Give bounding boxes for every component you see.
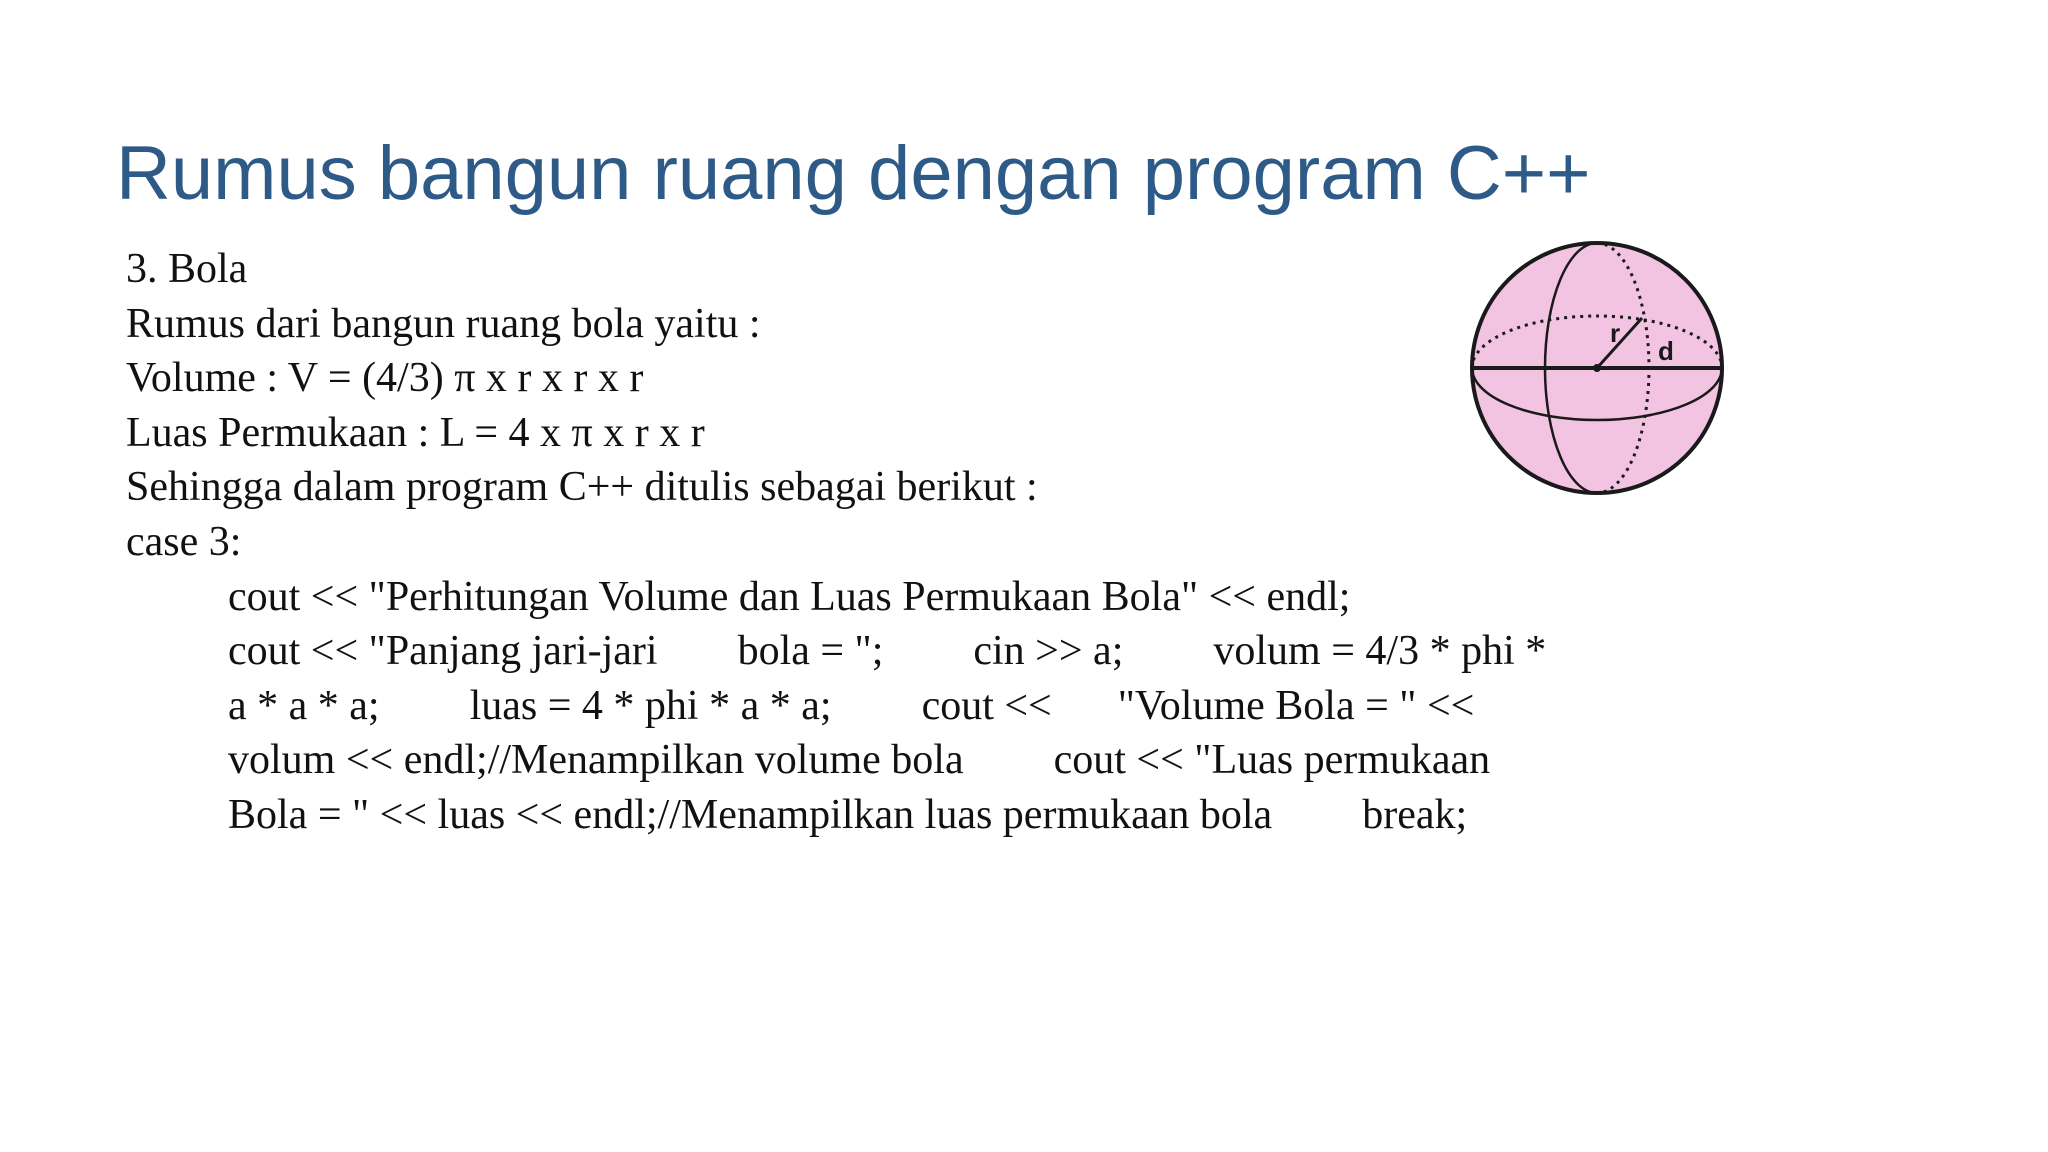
code-line-1 — [126, 570, 1626, 625]
code-text: Bola = " << luas << endl;//Menampilkan luas permukaan bola — [228, 791, 1273, 838]
slide-body — [126, 242, 1626, 843]
code-text: volum << endl;//Menampilkan volume bola — [228, 737, 964, 784]
code-text: volum = 4/3 * phi * — [1213, 628, 1547, 675]
code-line-3 — [126, 679, 1626, 734]
code-text: a * a * a; — [228, 682, 380, 729]
case-label: case 3: — [126, 518, 242, 565]
code-text: bola = "; — [737, 628, 884, 675]
formula-intro: Rumus dari bangun ruang bola yaitu : — [126, 300, 761, 347]
surface-area-formula: Luas Permukaan : L = 4 x π x r x r — [126, 409, 705, 456]
volume-formula: Volume : V = (4/3) π x r x r x r — [126, 355, 644, 402]
code-line-5 — [126, 788, 1626, 843]
program-intro: Sehingga dalam program C++ ditulis sebagai berikut : — [126, 464, 1038, 511]
code-text: cout << — [921, 682, 1052, 729]
code-line-4 — [126, 733, 1626, 788]
code-text: luas = 4 * phi * a * a; — [469, 682, 832, 729]
code-text: cout << "Luas permukaan — [1053, 737, 1491, 784]
section-heading: 3. Bola — [126, 246, 248, 292]
code-text: "Volume Bola = " << — [1117, 682, 1475, 729]
code-text: cout << "Perhitungan Volume dan Luas Permukaan Bola" << endl; — [228, 573, 1351, 620]
slide-title: Rumus bangun ruang dengan program C++ — [116, 131, 1591, 216]
diameter-label: d — [1658, 336, 1674, 366]
code-text: cin >> a; — [973, 628, 1124, 675]
sphere-diagram — [1465, 236, 1729, 500]
code-line-2 — [126, 624, 1626, 679]
code-text: break; — [1362, 791, 1468, 838]
radius-label: r — [1610, 318, 1621, 348]
code-text: cout << "Panjang jari-jari — [228, 628, 658, 675]
center-point — [1593, 364, 1601, 372]
